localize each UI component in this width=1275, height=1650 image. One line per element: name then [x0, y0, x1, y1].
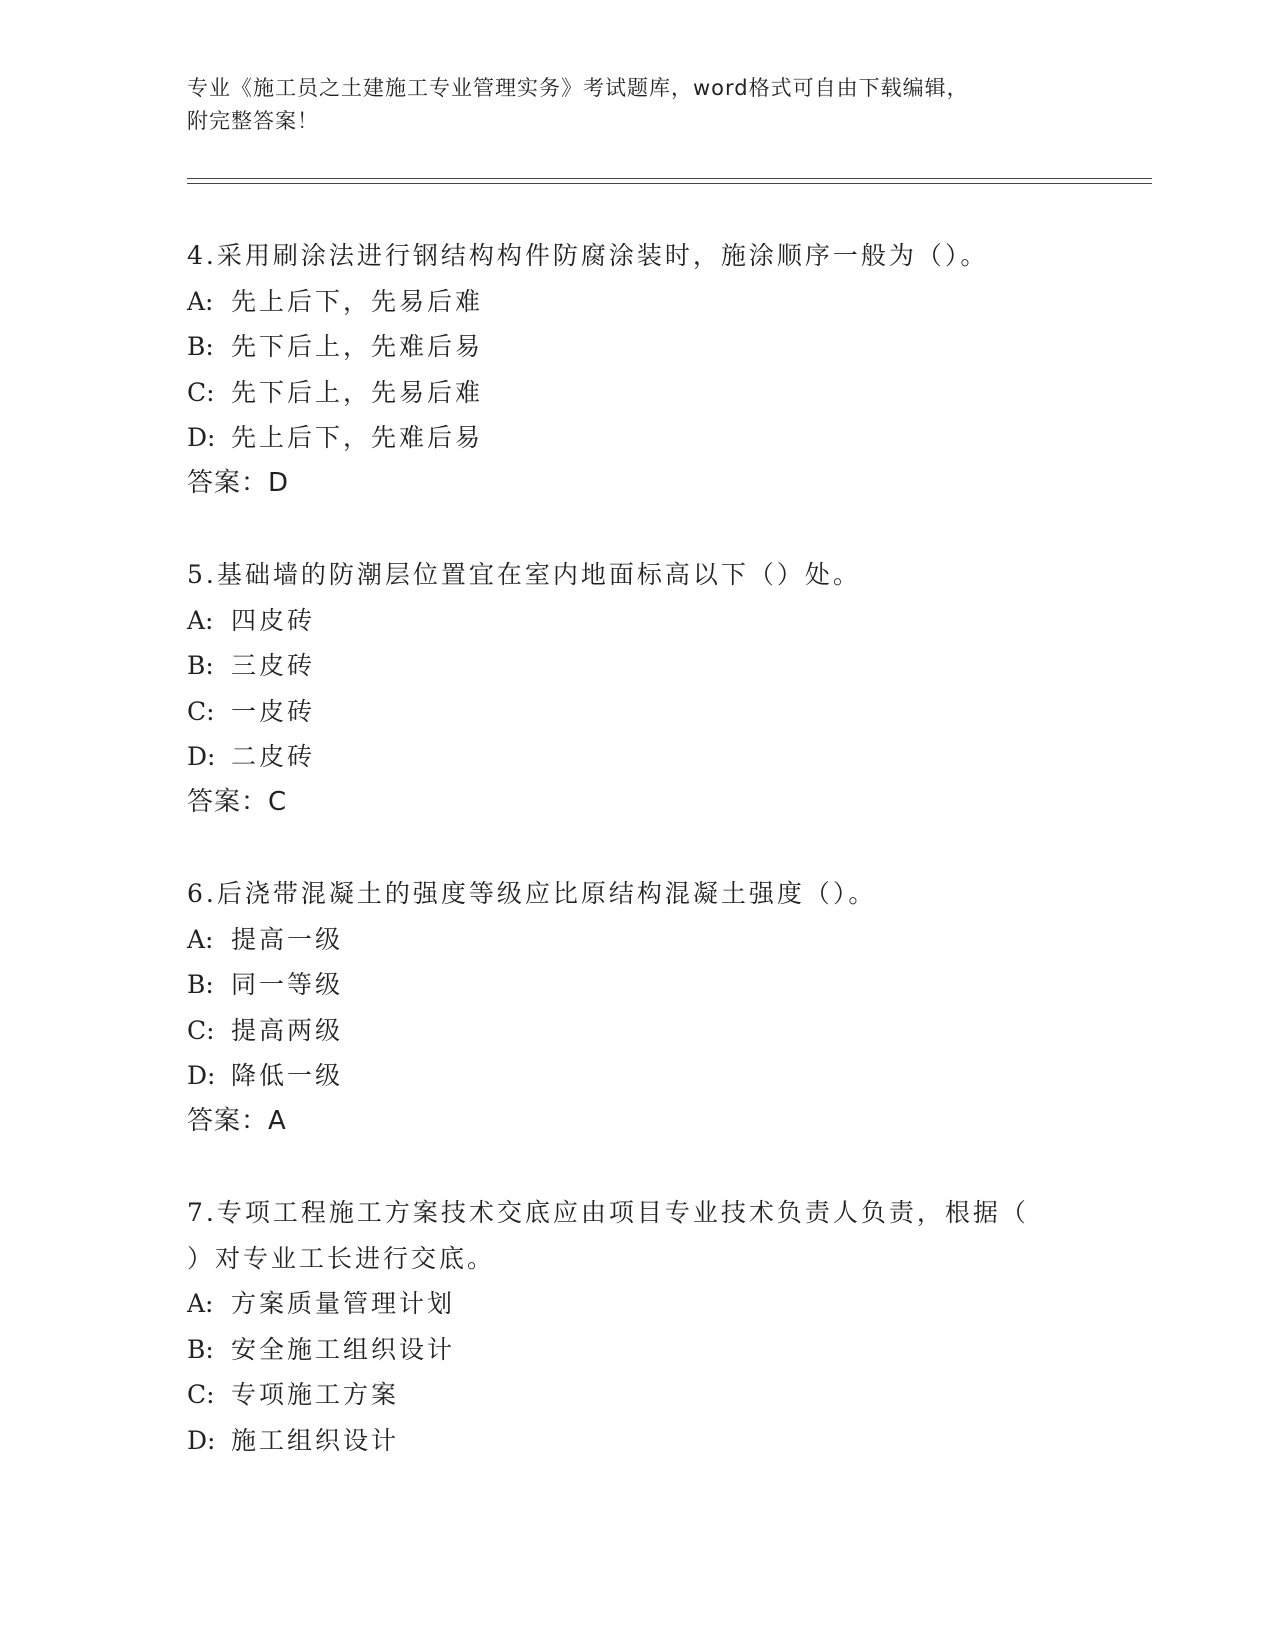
option-key: B: [187, 1334, 214, 1364]
option-text: 先下后上，先难后易 [231, 332, 484, 361]
option-a [187, 917, 1067, 963]
header-divider-top [187, 178, 1152, 179]
option-key: C: [187, 1380, 215, 1409]
document-header [187, 72, 1067, 138]
option-a [187, 279, 1067, 325]
option-b [187, 324, 1067, 370]
option-text: 一皮砖 [231, 696, 316, 726]
question-4 [187, 233, 1067, 506]
option-key: D: [187, 423, 216, 452]
option-text: 先上后下，先难后易 [231, 423, 484, 452]
option-d [187, 734, 1067, 780]
option-key: B: [187, 651, 214, 680]
option-key: C: [187, 377, 215, 407]
option-c [187, 689, 1067, 735]
header-line-1: 专业《施工员之土建施工专业管理实务》考试题库，word格式可自由下载编辑， [187, 76, 969, 100]
question-stem: 5.基础墙的防潮层位置宜在室内地面标高以下（）处。 [187, 560, 861, 589]
question-stem: 6.后浇带混凝土的强度等级应比原结构混凝土强度（）。 [187, 879, 877, 908]
question-stem-line-1: 7.专项工程施工方案技术交底应由项目专业技术负责人负责，根据（ [187, 1198, 1029, 1227]
option-key: A: [187, 286, 214, 316]
option-c [187, 1372, 1067, 1418]
header-line-2: 附完整答案！ [187, 109, 319, 133]
option-a [187, 598, 1067, 644]
option-b [187, 1327, 1067, 1373]
option-key: C: [187, 1015, 215, 1045]
option-key: A: [187, 924, 214, 954]
answer-line: 答案：A [187, 1105, 287, 1136]
option-text: 同一等级 [231, 970, 344, 999]
option-text: 四皮砖 [231, 605, 316, 635]
option-a [187, 1281, 1067, 1327]
option-key: D: [187, 1425, 216, 1455]
option-text: 先上后下，先易后难 [231, 286, 484, 316]
question-6 [187, 871, 1067, 1144]
option-d [187, 415, 1067, 461]
header-divider-bottom [187, 183, 1152, 184]
option-c [187, 1008, 1067, 1054]
option-c [187, 370, 1067, 416]
option-text: 二皮砖 [231, 742, 316, 771]
option-d [187, 1418, 1067, 1464]
answer-line: 答案：D [187, 467, 290, 498]
option-b [187, 643, 1067, 689]
answer-line: 答案：C [187, 786, 288, 817]
option-text: 降低一级 [231, 1061, 344, 1090]
option-text: 提高一级 [231, 924, 344, 954]
option-text: 安全施工组织设计 [231, 1334, 456, 1364]
option-text: 施工组织设计 [231, 1425, 400, 1455]
option-text: 三皮砖 [231, 651, 316, 680]
question-stem: 4.采用刷涂法进行钢结构构件防腐涂装时，施涂顺序一般为（）。 [187, 241, 989, 270]
option-key: A: [187, 1289, 214, 1318]
option-d [187, 1053, 1067, 1099]
option-text: 方案质量管理计划 [231, 1289, 456, 1318]
option-key: B: [187, 970, 214, 999]
question-stem-line-2: ）对专业工长进行交底。 [187, 1243, 496, 1273]
question-5 [187, 552, 1067, 825]
question-7 [187, 1190, 1067, 1463]
option-key: D: [187, 1061, 216, 1090]
option-b [187, 962, 1067, 1008]
option-text: 提高两级 [231, 1015, 344, 1045]
option-text: 专项施工方案 [231, 1380, 400, 1409]
option-key: A: [187, 605, 214, 635]
option-key: C: [187, 696, 215, 726]
option-text: 先下后上，先易后难 [231, 377, 484, 407]
option-key: B: [187, 332, 214, 361]
option-key: D: [187, 742, 216, 771]
